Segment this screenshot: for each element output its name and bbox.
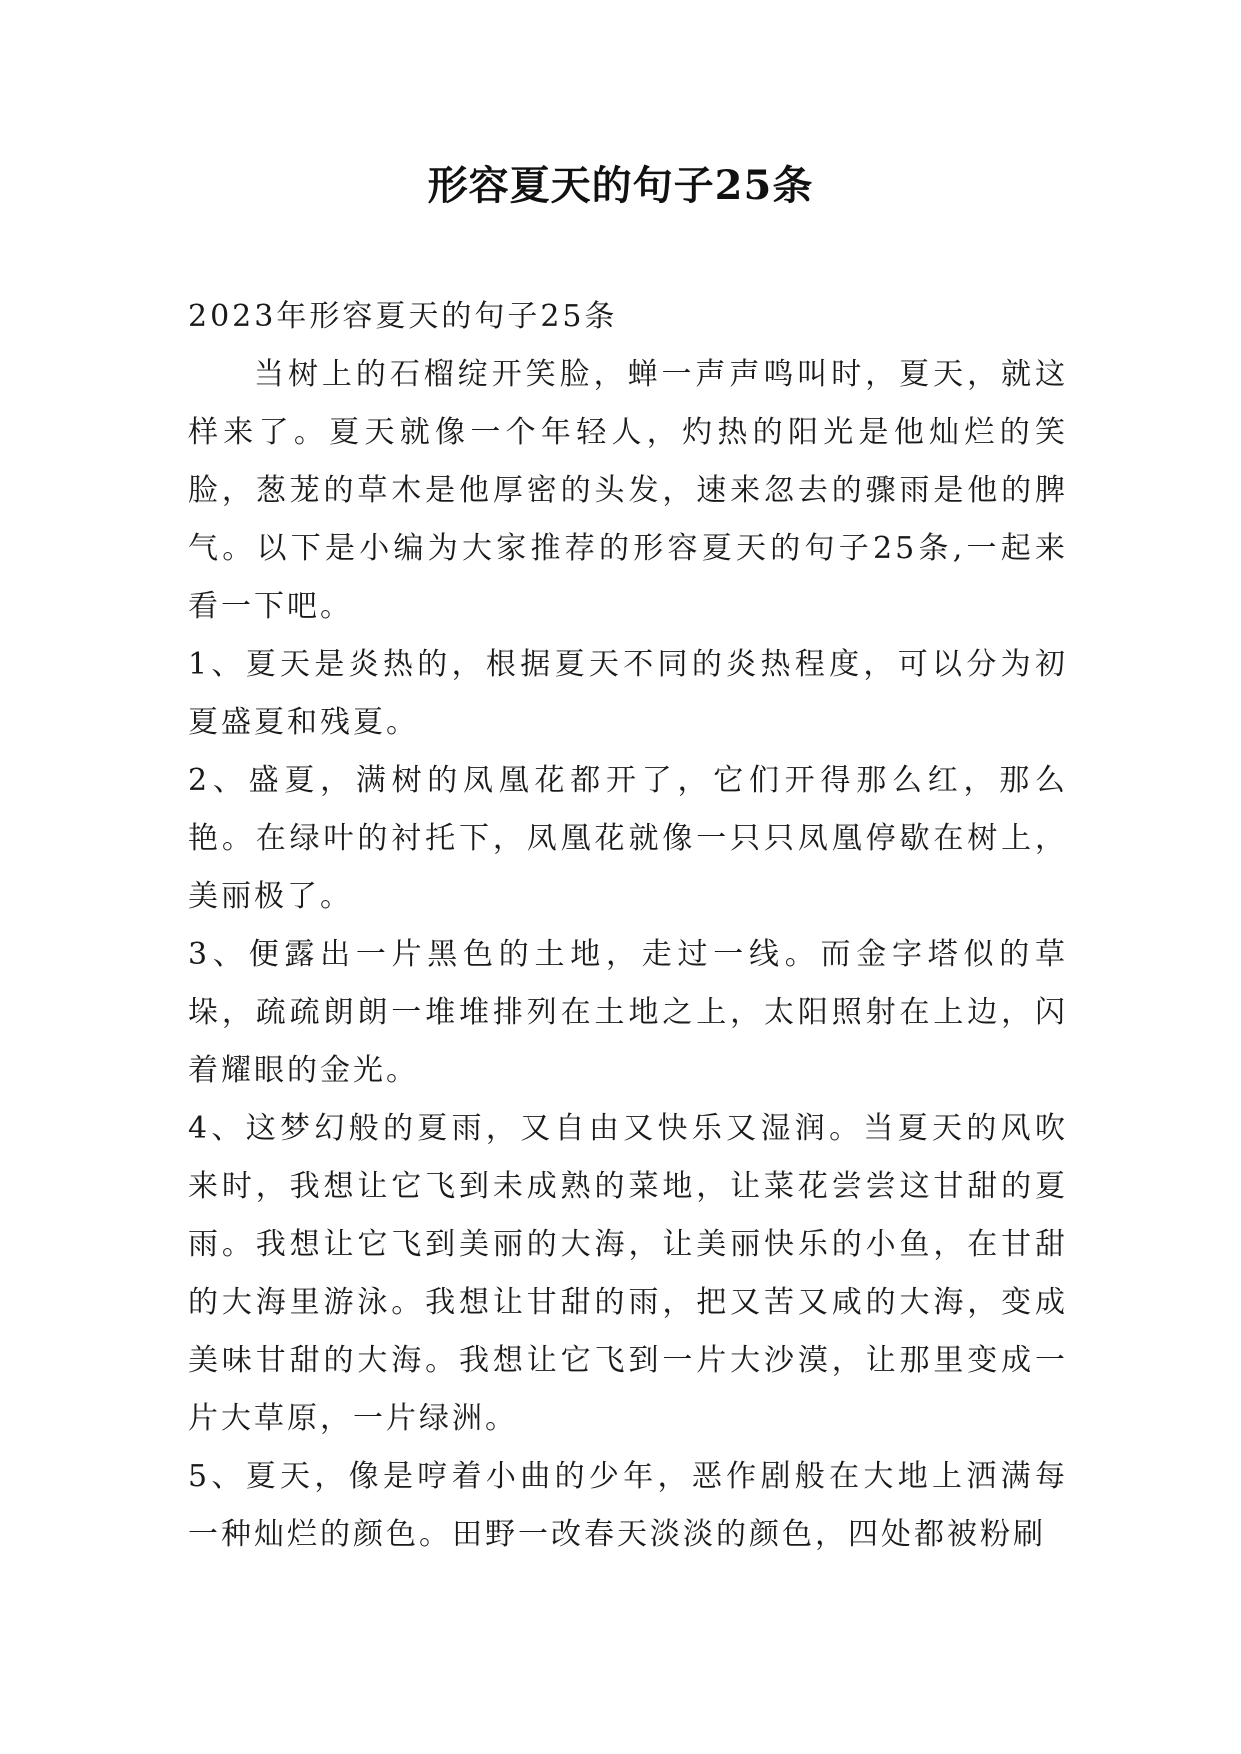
intro-paragraph: 当树上的石榴绽开笑脸，蝉一声声鸣叫时，夏天，就这样来了。夏天就像一个年轻人，灼热的阳光是他灿烂的笑脸，葱茏的草木是他厚密的头发，速来忽去的骤雨是他的脾气。以下是小编为大家推荐的形容夏天的句子25条,一起来看一下吧。	[188, 357, 1068, 624]
list-item-3: 3、便露出一片黑色的土地，走过一线。而金字塔似的草垛，疏疏朗朗一堆堆排列在土地之上，太阳照射在上边，闪着耀眼的金光。	[188, 937, 1068, 1088]
document-title: 形容夏天的句子25条	[427, 162, 814, 209]
list-item-2: 2、盛夏，满树的凤凰花都开了，它们开得那么红，那么艳。在绿叶的衬托下，凤凰花就像一只只凤凰停歇在树上，美丽极了。	[188, 763, 1068, 914]
document-body	[188, 288, 1068, 1564]
document-subtitle: 2023年形容夏天的句子25条	[188, 299, 618, 334]
list-item-1: 1、夏天是炎热的，根据夏天不同的炎热程度，可以分为初夏盛夏和残夏。	[188, 647, 1068, 740]
list-item-4: 4、这梦幻般的夏雨，又自由又快乐又湿润。当夏天的风吹来时，我想让它飞到未成熟的菜地，让菜花尝尝这甘甜的夏雨。我想让它飞到美丽的大海，让美丽快乐的小鱼，在甘甜的大海里游泳。我想让甘甜的雨，把又苦又咸的大海，变成美味甘甜的大海。我想让它飞到一片大沙漠，让那里变成一片大草原，一片绿洲。	[188, 1111, 1068, 1436]
list-item-5: 5、夏天，像是哼着小曲的少年，恶作剧般在大地上洒满每一种灿烂的颜色。田野一改春天淡淡的颜色，四处都被粉刷	[188, 1459, 1068, 1552]
